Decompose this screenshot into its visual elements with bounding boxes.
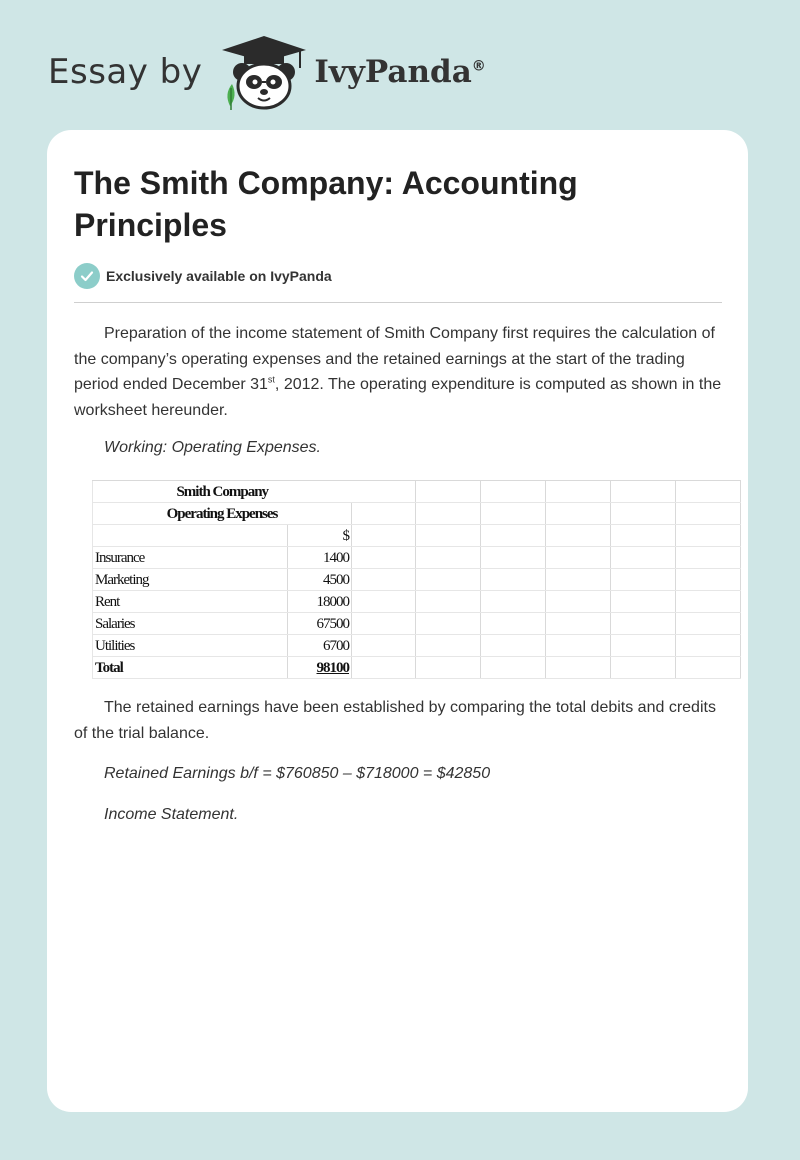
total-label: Total — [93, 657, 288, 679]
working-label: Working: Operating Expenses. — [104, 439, 321, 456]
row-label: Rent — [93, 591, 288, 613]
table-row — [93, 547, 741, 569]
table-row — [93, 591, 741, 613]
worksheet-title-row — [93, 481, 741, 503]
row-value: 1400 — [288, 547, 352, 569]
retained-earnings-paragraph: The retained earnings have been established by comparing the total debits and credits of the trial balance. — [74, 699, 716, 742]
table-row — [93, 635, 741, 657]
brand-name: IvyPanda® — [314, 54, 486, 90]
exclusive-badge — [74, 263, 332, 289]
divider — [74, 302, 722, 303]
retained-earnings-formula: Retained Earnings b/f = $760850 – $718000 = $42850 — [104, 765, 491, 782]
row-value: 18000 — [288, 591, 352, 613]
worksheet-currency-row — [93, 525, 741, 547]
row-value: 4500 — [288, 569, 352, 591]
worksheet-company: Smith Company — [93, 481, 352, 503]
brand-prefix: Essay by — [48, 52, 203, 92]
panda-logo-icon[interactable] — [218, 32, 310, 112]
row-value: 6700 — [288, 635, 352, 657]
currency-symbol: $ — [288, 525, 352, 547]
total-value: 98100 — [288, 657, 352, 679]
page-title: The Smith Company: Accounting Principles — [74, 165, 578, 243]
row-label: Salaries — [93, 613, 288, 635]
row-label: Utilities — [93, 635, 288, 657]
intro-paragraph: Preparation of the income statement of Smith Company first requires the calculation of the company’s operating expenses and the retained earnings at the start of the trading period ended December 31st, 2012. The operating expenditure is computed as shown in the worksheet hereunder. — [74, 325, 722, 419]
worksheet-subtitle: Operating Expenses — [93, 503, 352, 525]
essay-card — [47, 130, 748, 1112]
row-value: 67500 — [288, 613, 352, 635]
row-label: Insurance — [93, 547, 288, 569]
check-icon — [74, 263, 100, 289]
operating-expenses-worksheet — [92, 480, 740, 676]
total-row — [93, 657, 741, 679]
table-row — [93, 569, 741, 591]
worksheet-subtitle-row — [93, 503, 741, 525]
row-label: Marketing — [93, 569, 288, 591]
income-statement-label: Income Statement. — [104, 806, 239, 823]
badge-text: Exclusively available on IvyPanda — [106, 268, 332, 284]
table-row — [93, 613, 741, 635]
brand-header — [48, 32, 486, 112]
